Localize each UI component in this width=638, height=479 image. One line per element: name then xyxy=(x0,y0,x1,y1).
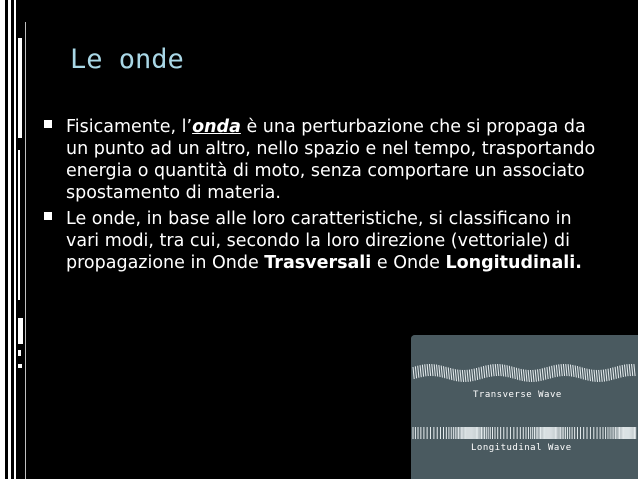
bold-term-longitudinali: Longitudinali. xyxy=(445,253,582,273)
text-run: è una perturbazione che si propaga da un punto ad un altro, nello spazio e nel tempo, trasportando energia o quantità di moto, senza comportare un associato spostamento di materia. xyxy=(66,117,596,203)
slide-title: Le onde xyxy=(70,44,184,75)
emphasis-onda: onda xyxy=(192,117,241,137)
bullet-square-icon xyxy=(44,120,52,128)
transverse-wave-label: Transverse Wave xyxy=(473,390,562,400)
bold-term-trasversali: Trasversali xyxy=(264,253,372,273)
bullet-item xyxy=(44,116,604,204)
wave-graphic xyxy=(411,335,638,479)
longitudinal-wave-label: Longitudinal Wave xyxy=(471,443,572,453)
wave-illustration xyxy=(411,335,638,479)
slide-body xyxy=(44,116,604,278)
text-run: e Onde xyxy=(371,253,446,273)
text-run: Le onde, in base alle loro caratteristiche, si classificano in vari modi, tra cui, secondo la loro direzione (vettoriale) di propagazione in Onde xyxy=(66,209,572,273)
text-run: Fisicamente, l’ xyxy=(66,117,193,137)
bullet-text xyxy=(66,209,582,273)
vertical-rule xyxy=(25,22,26,479)
left-decoration xyxy=(0,0,26,479)
bullet-square-icon xyxy=(44,212,52,220)
bullet-item xyxy=(44,208,604,274)
bullet-text xyxy=(66,117,595,203)
